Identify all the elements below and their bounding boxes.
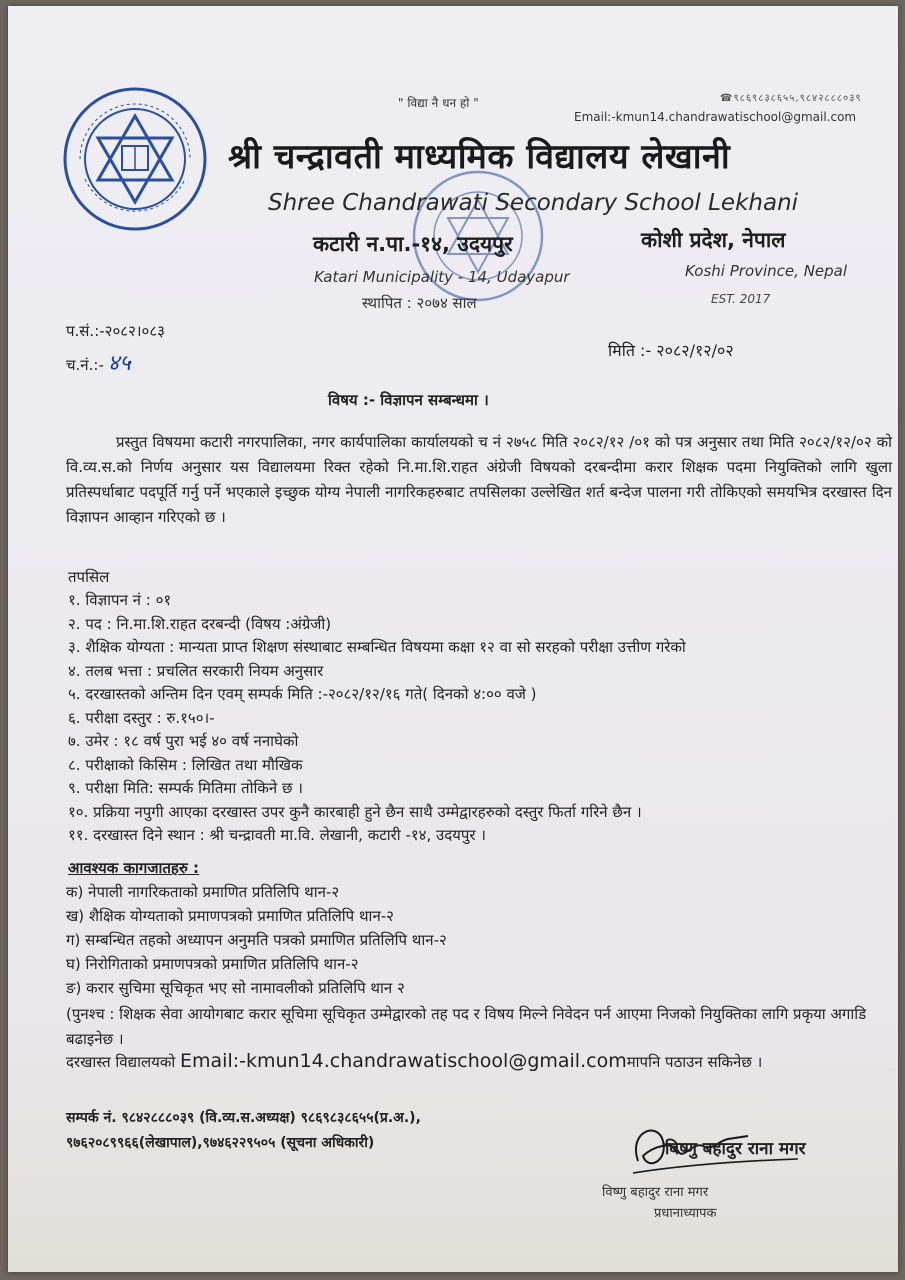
school-name-nepali: श्री चन्द्रावती माध्यमिक विद्यालय लेखानी (228, 137, 731, 177)
school-name-english: Shree Chandrawati Secondary School Lekhani (268, 190, 799, 216)
document-item: ख) शैक्षिक योग्यताको प्रमाणपत्रको प्रमाणित प्रतिलिपि थान-२ (66, 907, 394, 925)
details-list (68, 589, 898, 848)
postscript-note: (पुनश्च : शिक्षक सेवा आयोगबाट करार सूचिमा सूचिकृत उम्मेद्वारको तह पद र विषय मिल्ने निवेदन पर्न आएमा निजको नियुक्तिका लागि प्रकृया अगाडि बढाइनेछ । (66, 1005, 867, 1048)
header-email: Email:-kmun14.chandrawatischool@gmail.com (574, 110, 857, 124)
details-item: ११. दरखास्त दिने स्थान : श्री चन्द्रावती मा.वि. लेखानी, कटारी -१४, उदयपुर । (68, 826, 486, 844)
document-item: ग) सम्बन्धित तहको अध्यापन अनुमति पत्रको प्रमाणित प्रतिलिपि थान-२ (66, 931, 447, 949)
details-item: १. विज्ञापन नं : ०१ (68, 591, 172, 609)
document-item: ङ) करार सुचिमा सूचिकृत भए सो नामावलीको प्रतिलिपि थान २ (66, 979, 405, 997)
contact-numbers (66, 1106, 421, 1156)
letter-subject: विषय :- विज्ञापन सम्बन्धमा । (328, 391, 489, 409)
details-item: ४. तलब भत्ता : प्रचलित सरकारी नियम अनुसार (68, 661, 324, 680)
document-item: घ) निरोगिताको प्रमाणपत्रको प्रमाणित प्रतिलिपि थान-२ (66, 955, 359, 973)
email-line-address: Email:-kmun14.chandrawatischool@gmail.com (180, 1050, 627, 1072)
email-line-prefix: दरखास्त विद्यालयको (66, 1053, 181, 1071)
email-submission-line (66, 1050, 762, 1072)
letter-date: मिति :- २०८२/१२/०२ (608, 341, 734, 360)
details-item: ८. परीक्षाको किसिम : लिखित तथा मौखिक (68, 755, 303, 774)
province-english: Koshi Province, Nepal (685, 262, 848, 280)
details-item: २. पद : नि.मा.शि.राहत दरबन्दी (विषय :अंग्रेजी) (68, 614, 332, 633)
established-nepali: स्थापित : २०७४ साल (362, 294, 477, 312)
documents-list (66, 880, 896, 1000)
dispatch-value: ४५ (107, 351, 131, 376)
contact-line: सम्पर्क नं. ९८४२८८८०३९ (वि.व्य.स.अध्यक्ष) ९८६९८३८६५५(प्र.अ.), (66, 1110, 421, 1126)
signatory-name: बिष्णु बहादुर राना मगर (665, 1139, 806, 1159)
documents-heading: आवश्यक कागजातहरु : (68, 859, 200, 877)
school-logo-emblem (60, 84, 210, 234)
reference-number: प.सं.:-२०८२।०८३ (66, 322, 165, 340)
details-item: १०. प्रक्रिया नपुगी आएका दरखास्त उपर कुनै कारबाही हुने छैन साथै उम्मेद्वारहरुको दस्तुर फिर्ता गरिने छैन । (68, 802, 642, 821)
dispatch-label: च.नं.:- (66, 356, 104, 374)
details-item: ७. उमेर : १८ वर्ष पुरा भई ४० वर्ष ननाघेको (68, 732, 299, 750)
details-item: ५. दरखास्तको अन्तिम दिन एवम् सम्पर्क मिति :-२०८२/१२/१६ गते( दिनको ४:०० वजे ) (68, 685, 537, 703)
address-english: Katari Municipality - 14, Udayapur (314, 268, 570, 286)
details-item: ३. शैक्षिक योग्यता : मान्यता प्राप्त शिक्षण संस्थाबाट सम्बन्धित विषयमा कक्षा १२ वा सो सरहको परीक्षा उत्तीण गरेको (68, 638, 686, 656)
signatory-title: प्रधानाध्यापक (654, 1206, 717, 1221)
contact-line: ९७६२०८९९६६(लेखापाल),९७४६२२९५०५ (सूचना अधिकारी) (66, 1135, 375, 1151)
details-heading: तपसिल (68, 568, 110, 586)
signatory-name-printed: विष्णु बहादुर राना मगर (602, 1185, 709, 1200)
document-item: क) नेपाली नागरिकताको प्रमाणित प्रतिलिपि थान-२ (66, 883, 340, 901)
letter-page (8, 6, 898, 1272)
details-item: ९. परीक्षा मिति: सम्पर्क मितिमा तोकिने छ । (68, 779, 303, 797)
email-line-suffix: मापनि पठाउन सकिनेछ । (626, 1053, 763, 1071)
school-motto: " विद्या नै धन हो " (398, 96, 479, 110)
header-phone: ☎९८६९८३८६५५,९८४२८८८०३९ (720, 93, 862, 104)
province-nepali: कोशी प्रदेश, नेपाल (641, 228, 786, 252)
established-english: EST. 2017 (711, 292, 771, 306)
details-item: ६. परीक्षा दस्तुर : रु.१५०।- (68, 708, 215, 727)
dispatch-number (66, 347, 131, 377)
letter-body: प्रस्तुत विषयमा कटारी नगरपालिका, नगर कार्यपालिका कार्यालयको च नं २७५८ मिति २०८२/१२ /०१ को पत्र अनुसार तथा मिति २०८२/१२/०२ को वि.व्य.स.को निर्णय अनुसार यस विद्यालयमा रिक्त रहेको नि.मा.शि.राहत अंग्रेजी विषयको दरबन्दीमा करार शिक्षक पदमा नियुक्तिको लागि खुला प्रतिस्पर्धाबाट पदपूर्ति गर्नु पर्ने भएकाले इच्छुक योग्य नेपाली नागरिकहरुबाट तपसिलका उल्लेखित शर्त बन्देज पालना गरी तोकिएको समयभित्र दरखास्त दिन विज्ञापन आव्हान गरिएको छ । (66, 433, 892, 526)
address-nepali: कटारी न.पा.-१४, उदयपुर (313, 232, 513, 256)
